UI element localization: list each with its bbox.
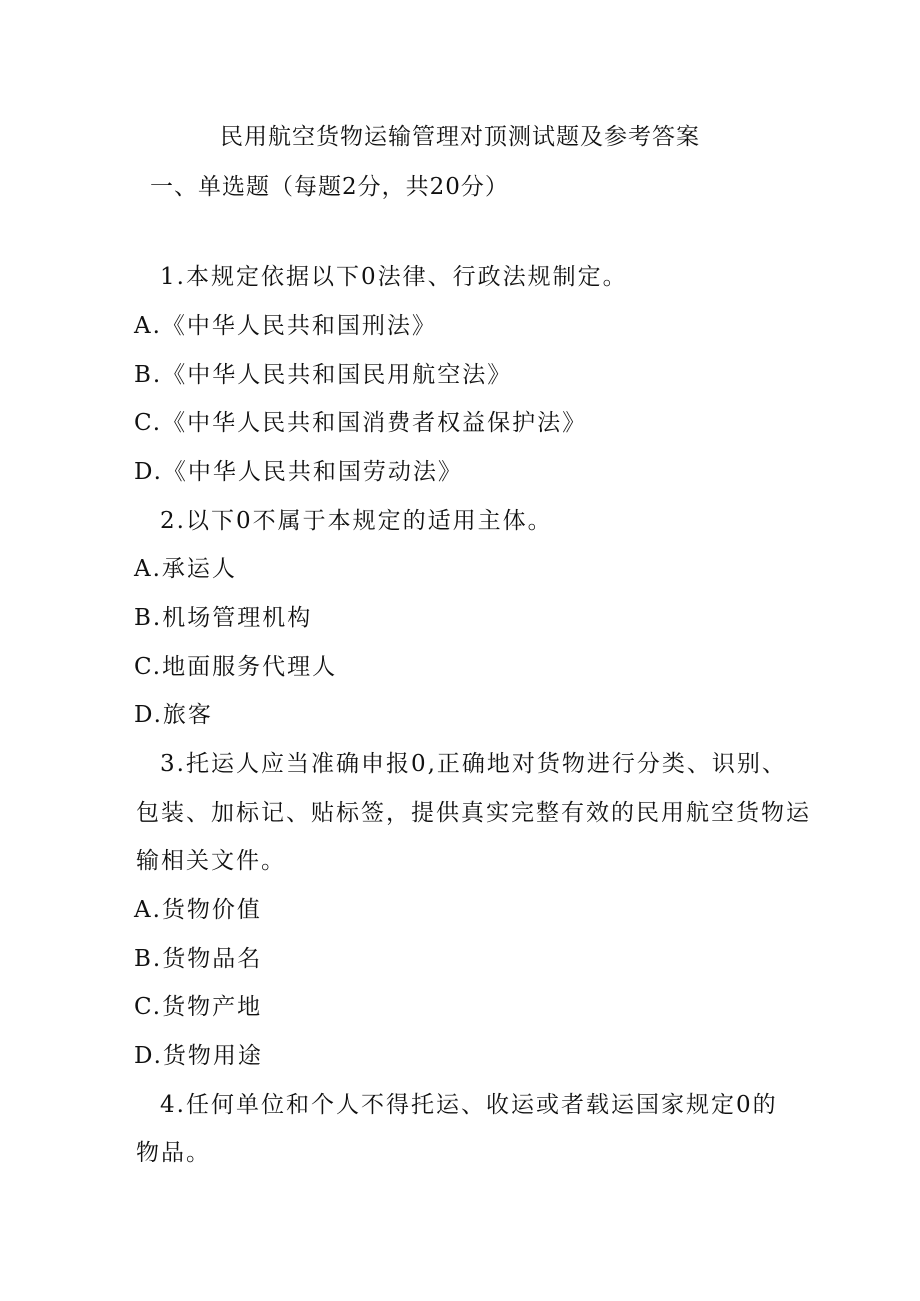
- question-1-option-a: A.《中华人民共和国刑法》: [134, 313, 437, 339]
- question-4-text-line-2: 物品。: [136, 1140, 211, 1166]
- question-3-option-d: D.货物用途: [134, 1043, 263, 1069]
- question-2-option-a: A.承运人: [134, 556, 237, 582]
- question-3-option-c: C.货物产地: [134, 994, 263, 1020]
- question-3-option-b: B.货物品名: [134, 946, 263, 972]
- question-2-option-c: C.地面服务代理人: [134, 654, 338, 680]
- question-3-text-line-3: 输相关文件。: [136, 848, 286, 874]
- question-3-option-a: A.货物价值: [134, 897, 262, 923]
- section-heading: 一、单选题（每题2分，共20分）: [150, 174, 509, 200]
- question-1-text: 1.本规定依据以下0法律、行政法规制定。: [160, 264, 628, 290]
- question-4-text-line-1: 4.任何单位和个人不得托运、收运或者载运国家规定0的: [160, 1092, 778, 1118]
- document-title: 民用航空货物运输管理对顶测试题及参考答案: [220, 124, 700, 150]
- question-3-text-line-2: 包装、加标记、贴标签，提供真实完整有效的民用航空货物运: [136, 800, 811, 826]
- question-3-text-line-1: 3.托运人应当准确申报0,正确地对货物进行分类、识别、: [160, 751, 787, 777]
- question-2-option-d: D.旅客: [134, 702, 213, 728]
- question-1-option-b: B.《中华人民共和国民用航空法》: [134, 362, 513, 388]
- question-1-option-c: C.《中华人民共和国消费者权益保护法》: [134, 410, 588, 436]
- question-2-text: 2.以下0不属于本规定的适用主体。: [160, 508, 553, 534]
- question-1-option-d: D.《中华人民共和国劳动法》: [134, 459, 463, 485]
- question-2-option-b: B.机场管理机构: [134, 605, 313, 631]
